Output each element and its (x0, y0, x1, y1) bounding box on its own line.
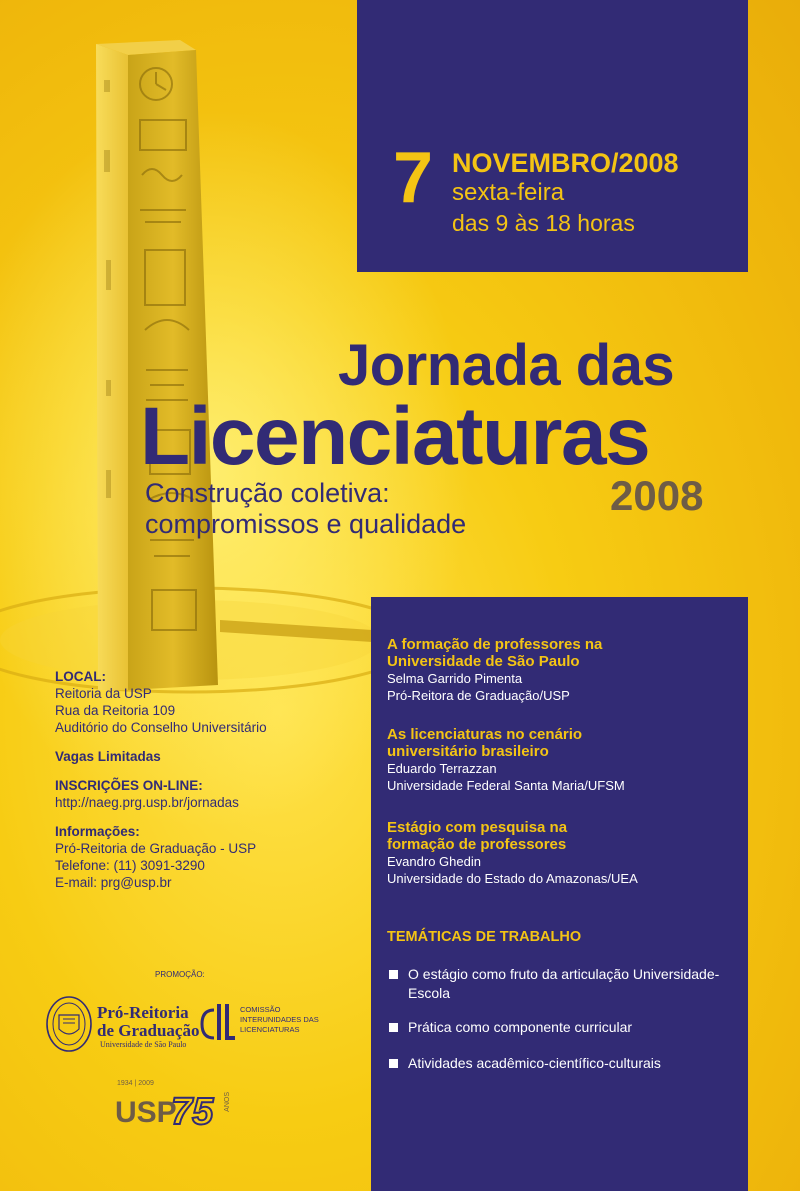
talk-affiliation: Universidade do Estado do Amazonas/UEA (387, 871, 638, 886)
local-line: Rua da Reitoria 109 (55, 703, 176, 718)
usp-anos-label: ANOS (224, 1092, 231, 1112)
title-line-1: Jornada das (338, 333, 675, 398)
usp-logo-text: USP (115, 1096, 177, 1129)
talk-title: Estágio com pesquisa na (387, 819, 568, 836)
title-line-2: Licenciaturas (140, 391, 650, 482)
inscricoes-link[interactable]: http://naeg.prg.usp.br/jornadas (55, 795, 239, 810)
usp-seal-icon (45, 995, 93, 1053)
event-day: 7 (393, 138, 434, 218)
informacoes-line: Telefone: (11) 3091-3290 (55, 858, 205, 873)
theme-text: Atividades acadêmico-científico-culturais (408, 1055, 661, 1071)
event-weekday: sexta-feira (452, 179, 565, 206)
prg-logo-subtext: Universidade de São Paulo (100, 1040, 187, 1049)
talk-item (387, 726, 737, 794)
talk-speaker: Eduardo Terrazzan (387, 761, 497, 776)
square-bullet-icon (389, 970, 398, 979)
inscricoes-heading: INSCRIÇÕES ON-LINE: (55, 778, 203, 793)
theme-text: O estágio como fruto da articulação Universidade-Escola (408, 966, 720, 1001)
talk-title: A formação de professores na (387, 636, 603, 653)
square-bullet-icon (389, 1023, 398, 1032)
theme-item (389, 1018, 729, 1038)
informacoes-line: E-mail: prg@usp.br (55, 875, 172, 890)
talk-speaker: Selma Garrido Pimenta (387, 671, 523, 686)
subtitle-line-2: compromissos e qualidade (145, 509, 467, 539)
talk-affiliation: Pró-Reitora de Graduação/USP (387, 688, 570, 703)
talk-item (387, 819, 737, 887)
theme-item (389, 1054, 729, 1074)
subtitle-line-1: Construção coletiva: (145, 478, 390, 508)
informacoes-line: Pró-Reitoria de Graduação - USP (55, 841, 257, 856)
talk-title: As licenciaturas no cenário (387, 726, 583, 743)
usp-years: 1934 | 2009 (117, 1080, 154, 1087)
talk-title: formação de professores (387, 836, 567, 853)
theme-text: Prática como componente curricular (408, 1019, 633, 1035)
talk-title: Universidade de São Paulo (387, 653, 580, 670)
event-month-year: NOVEMBRO/2008 (452, 148, 679, 178)
event-hours: das 9 às 18 horas (452, 210, 635, 236)
talk-title: universitário brasileiro (387, 743, 549, 760)
cil-logo-text: COMISSÃO (240, 1005, 281, 1014)
cil-logo-text: INTERUNIDADES DAS (240, 1015, 319, 1024)
talk-item (387, 636, 737, 704)
promocao-label: PROMOÇÃO: (155, 970, 205, 979)
usp-75-text: 75 (171, 1091, 214, 1130)
cil-logo-text: LICENCIATURAS (240, 1025, 300, 1034)
prg-logo-text: de Graduação (97, 1021, 200, 1040)
talk-speaker: Evandro Ghedin (387, 854, 481, 869)
cil-logo-icon (200, 1000, 236, 1044)
informacoes-heading: Informações: (55, 824, 140, 839)
theme-item (389, 965, 729, 1005)
square-bullet-icon (389, 1059, 398, 1068)
event-info (55, 668, 355, 891)
talk-affiliation: Universidade Federal Santa Maria/UFSM (387, 778, 625, 793)
usp-75-logo (113, 1088, 225, 1130)
local-line: Reitoria da USP (55, 686, 152, 701)
local-line: Auditório do Conselho Universitário (55, 720, 267, 735)
vagas-limitadas: Vagas Limitadas (55, 749, 161, 764)
themes-heading: TEMÁTICAS DE TRABALHO (387, 929, 582, 945)
title-year: 2008 (610, 472, 704, 519)
prg-logo-text: Pró-Reitoria (97, 1003, 189, 1022)
local-heading: LOCAL: (55, 669, 106, 684)
